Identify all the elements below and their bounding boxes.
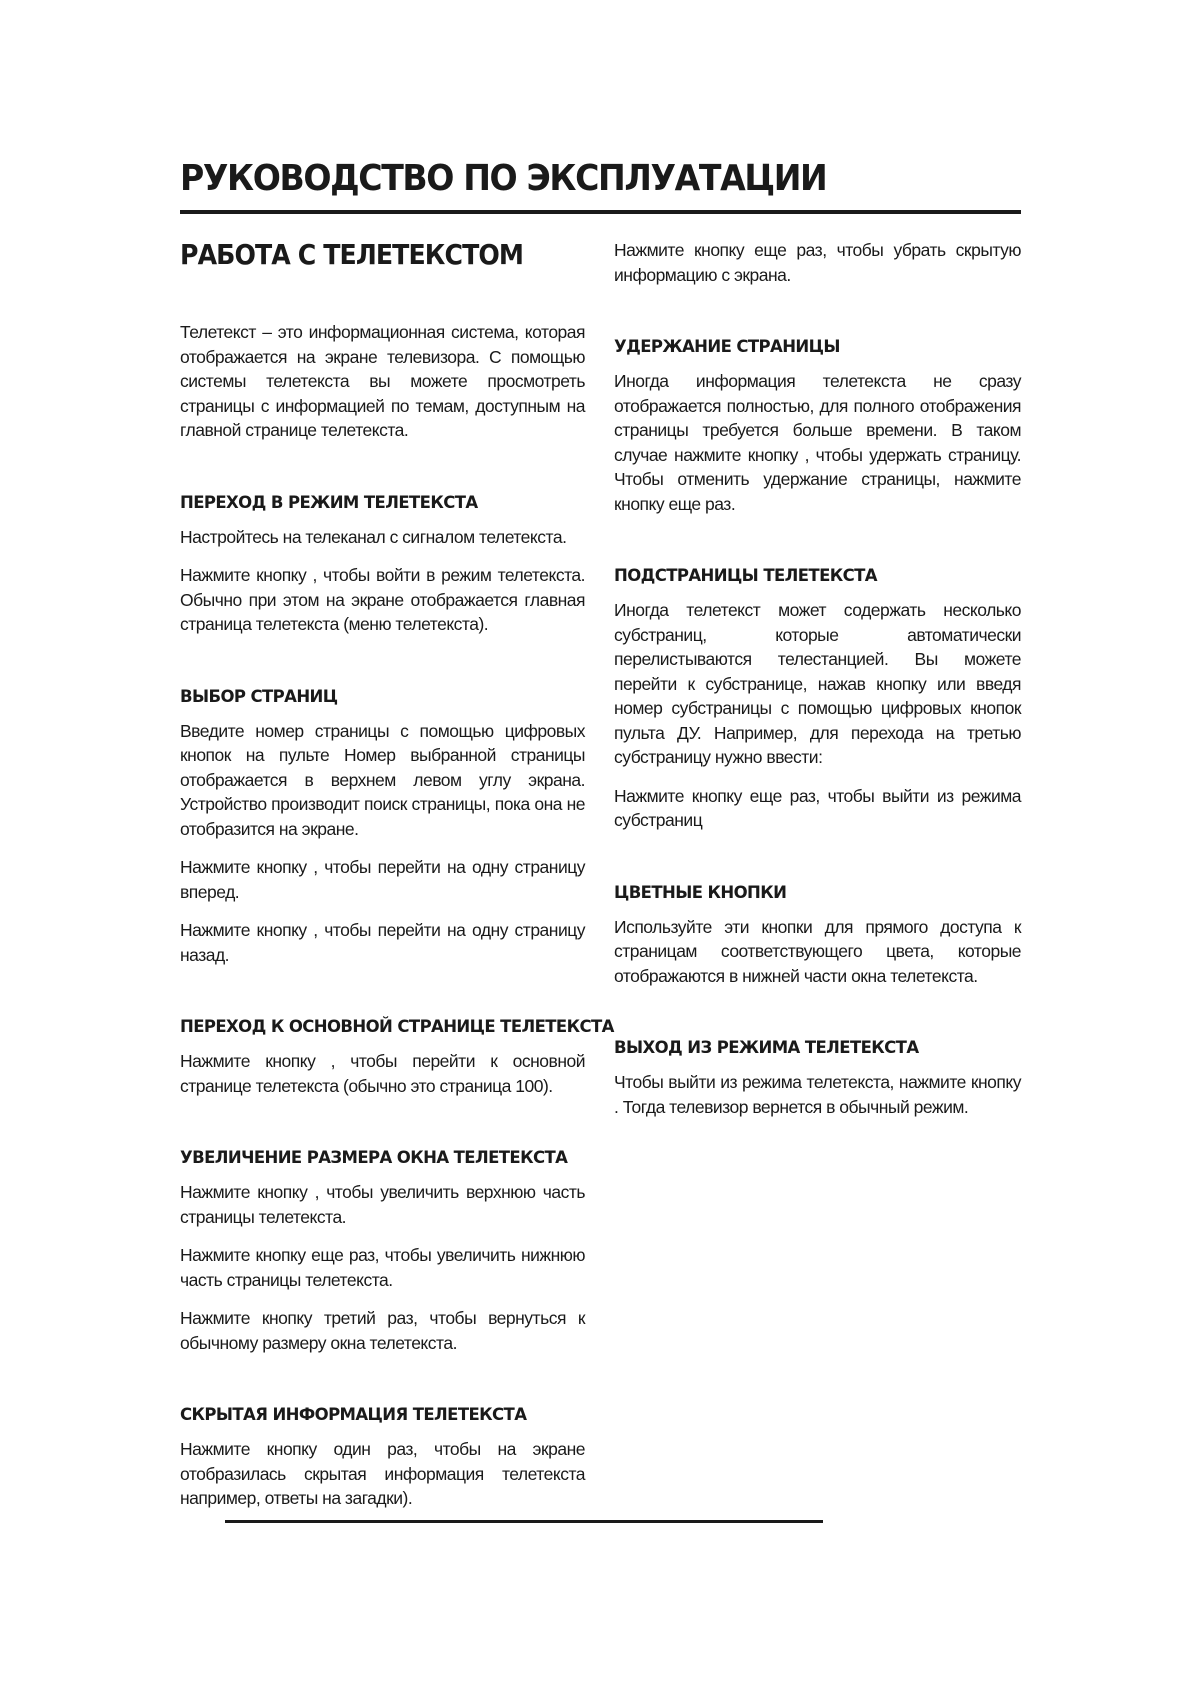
left-column	[180, 238, 614, 1511]
right-column	[614, 238, 1021, 1119]
paragraph: Используйте эти кнопки для прямого доступа к страницам соответствующего цвета, которые отображаются в нижней части окна телетекста.	[614, 916, 1021, 986]
subheading-color-buttons: ЦВЕТНЫЕ КНОПКИ	[614, 882, 787, 902]
paragraph: Нажмите кнопку один раз, чтобы на экране отобразилась скрытая информация телетекста например, ответы на загадки).	[180, 1439, 585, 1508]
title-divider	[180, 210, 1021, 214]
paragraph: Настройтесь на телеканал с сигналом телетекста.	[180, 526, 567, 547]
subheading-subpages: ПОДСТРАНИЦЫ ТЕЛЕТЕКСТА	[614, 566, 877, 585]
section-title: РАБОТА С ТЕЛЕТЕКСТОМ	[180, 238, 524, 271]
paragraph: Нажмите кнопку еще раз, чтобы увеличить нижнюю часть страницы телетекста.	[180, 1245, 585, 1290]
subheading-hold-page: УДЕРЖАНИЕ СТРАНИЦЫ	[614, 337, 840, 356]
paragraph: Нажмите кнопку , чтобы перейти к основной странице телетекста (обычно это страница 100).	[180, 1051, 585, 1096]
subheading-main-page: ПЕРЕХОД К ОСНОВНОЙ СТРАНИЦЕ ТЕЛЕТЕКСТА	[180, 1017, 614, 1036]
paragraph: Иногда информация телетекста не сразу отображается полностью, для полного отображения страницы требуется больше времени. В таком случае нажмите кнопку , чтобы удержать страницу. Чтобы отменить удержание страницы, нажмите кнопку еще раз.	[614, 371, 1021, 514]
paragraph: Иногда телетекст может содержать несколько субстраниц, которые автоматически перелистываются телестанцией. Вы можете перейти к субстранице, нажав кнопку или введя номер субстраницы с помощью цифровых кнопок пульта ДУ. Например, для перехода на третью субстраницу нужно ввести:	[614, 600, 1021, 767]
paragraph: Нажмите кнопку третий раз, чтобы вернуться к обычному размеру окна телетекста.	[180, 1308, 585, 1353]
paragraph: Введите номер страницы с помощью цифровых кнопок на пульте Номер выбранной страницы отображается в верхнем левом углу экрана. Устройство производит поиск страницы, пока она не отобразится на экране.	[180, 720, 585, 839]
paragraph: Нажмите кнопку , чтобы перейти на одну страницу вперед.	[180, 857, 585, 902]
subheading-hidden-info: СКРЫТАЯ ИНФОРМАЦИЯ ТЕЛЕТЕКСТА	[180, 1405, 527, 1424]
footer-divider	[225, 1520, 823, 1523]
subheading-enter-teletext: ПЕРЕХОД В РЕЖИМ ТЕЛЕТЕКСТА	[180, 492, 478, 512]
paragraph: Нажмите кнопку , чтобы увеличить верхнюю часть страницы телетекста.	[180, 1182, 585, 1227]
subheading-enlarge: УВЕЛИЧЕНИЕ РАЗМЕРА ОКНА ТЕЛЕТЕКСТА	[180, 1148, 568, 1167]
paragraph: Чтобы выйти из режима телетекста, нажмите кнопку . Тогда телевизор вернется в обычный режим.	[614, 1072, 1021, 1117]
subheading-exit-teletext: ВЫХОД ИЗ РЕЖИМА ТЕЛЕТЕКСТА	[614, 1038, 919, 1057]
paragraph: Нажмите кнопку , чтобы войти в режим телетекста. Обычно при этом на экране отображается главная страница телетекста (меню телетекста).	[180, 565, 585, 634]
subheading-page-select: ВЫБОР СТРАНИЦ	[180, 686, 338, 706]
paragraph: Нажмите кнопку еще раз, чтобы убрать скрытую информацию с экрана.	[614, 240, 1021, 285]
paragraph: Нажмите кнопку , чтобы перейти на одну страницу назад.	[180, 920, 585, 965]
paragraph: Нажмите кнопку еще раз, чтобы выйти из режима субстраниц	[614, 785, 1021, 830]
intro-paragraph: Телетекст – это информационная система, которая отображается на экране телевизора. С помощью системы телетекста вы можете просмотреть страницы с информацией по темам, доступным на главной странице телетекста.	[180, 322, 585, 440]
page-title: РУКОВОДСТВО ПО ЭКСПЛУАТАЦИИ	[180, 158, 827, 199]
